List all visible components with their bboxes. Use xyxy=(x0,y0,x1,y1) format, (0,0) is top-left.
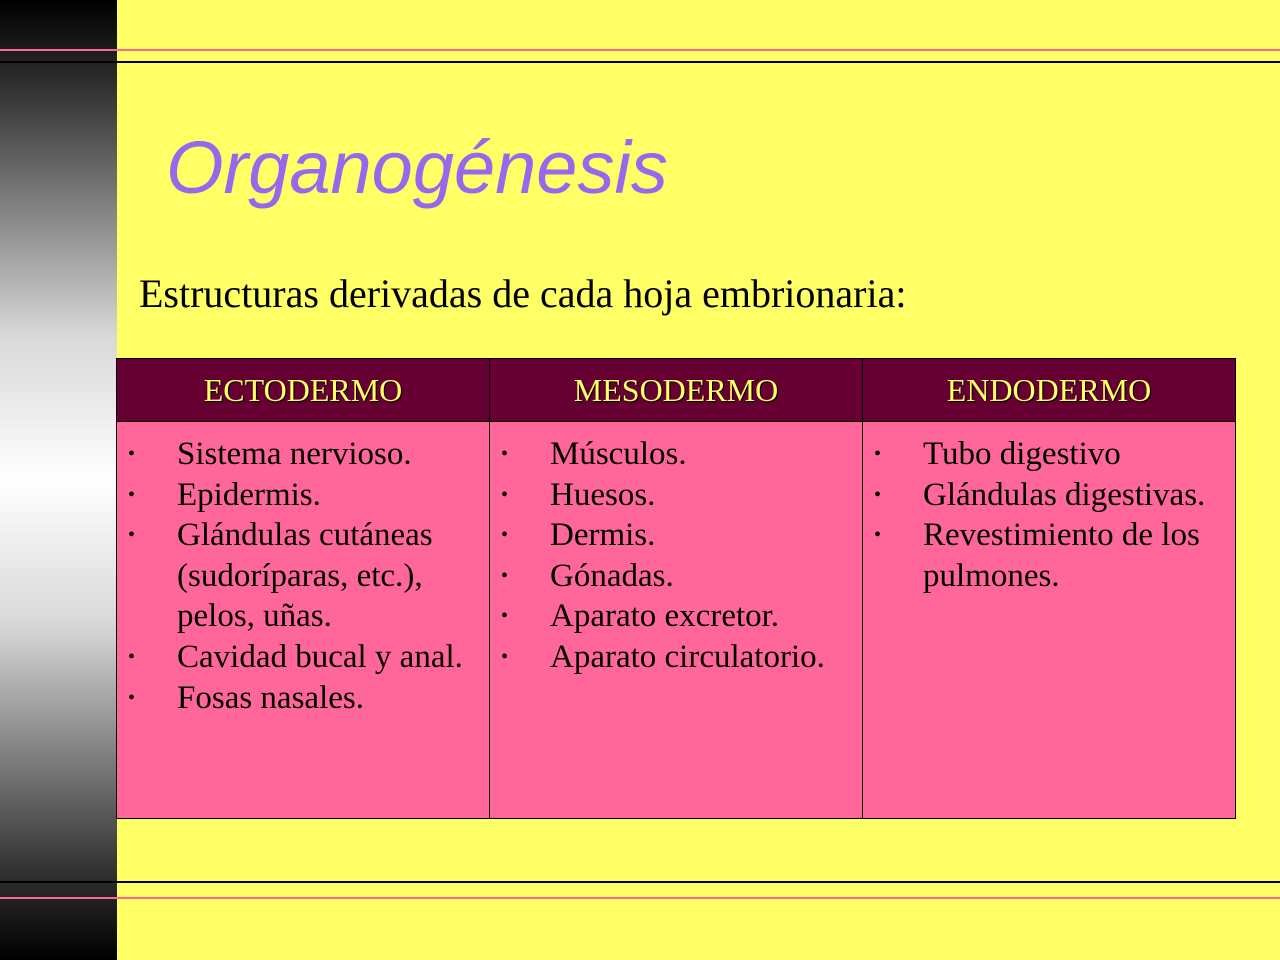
list-item: • Huesos. xyxy=(490,475,862,516)
table-body-row xyxy=(117,422,1236,819)
list-item: • Músculos. xyxy=(490,434,862,475)
list-item: • Cavidad bucal y anal. xyxy=(117,637,489,678)
bullet-icon: • xyxy=(874,483,882,506)
list-item: • Revestimiento de los pulmones. xyxy=(874,517,1200,594)
bullet-icon: • xyxy=(501,605,509,628)
bullet-icon: • xyxy=(128,443,136,465)
top-black-rule xyxy=(0,61,1280,63)
header-ectodermo: ECTODERMO xyxy=(117,359,490,422)
list-item: • Glándulas cutáneas (sudoríparas, etc.), pelos, uñas. xyxy=(128,517,433,635)
bullet-icon: • xyxy=(501,645,509,668)
list-item: • Tubo digestivo xyxy=(863,434,1235,475)
bullet-icon: • xyxy=(501,443,509,465)
list-item: • Aparato excretor. xyxy=(490,596,862,637)
header-mesodermo: MESODERMO xyxy=(490,359,863,422)
germ-layer-table xyxy=(116,358,1236,819)
bullet-icon: • xyxy=(128,524,136,547)
mesodermo-list xyxy=(490,434,862,678)
bullet-icon: • xyxy=(128,686,136,709)
list-item: • Dermis. xyxy=(490,515,862,556)
top-pink-rule xyxy=(0,49,1280,51)
slide-subtitle: Estructuras derivadas de cada hoja embrionaria: xyxy=(139,271,907,316)
ectodermo-list xyxy=(117,434,489,718)
bottom-pink-rule xyxy=(0,897,1280,899)
bullet-icon: • xyxy=(874,443,882,465)
endodermo-cell xyxy=(863,422,1236,819)
list-item: • Gónadas. xyxy=(490,556,862,597)
bullet-icon: • xyxy=(128,645,136,668)
bullet-icon: • xyxy=(501,564,509,587)
endodermo-list xyxy=(863,434,1235,596)
header-endodermo: ENDODERMO xyxy=(863,359,1236,422)
slide-title: Organogénesis xyxy=(166,126,668,209)
bullet-icon: • xyxy=(501,483,509,506)
bullet-icon: • xyxy=(874,524,882,547)
mesodermo-cell xyxy=(490,422,863,819)
list-item: • Sistema nervioso. xyxy=(117,434,489,475)
list-item: • Glándulas digestivas. xyxy=(863,475,1235,516)
ectodermo-cell xyxy=(117,422,490,819)
list-item: • Fosas nasales. xyxy=(117,678,489,719)
bottom-black-rule xyxy=(0,881,1280,883)
bullet-icon: • xyxy=(128,483,136,506)
list-item: • Epidermis. xyxy=(117,475,489,516)
bullet-icon: • xyxy=(501,524,509,547)
list-item: • Aparato circulatorio. xyxy=(490,637,862,678)
side-gradient-bar xyxy=(0,0,117,960)
table-header-row xyxy=(117,359,1236,422)
